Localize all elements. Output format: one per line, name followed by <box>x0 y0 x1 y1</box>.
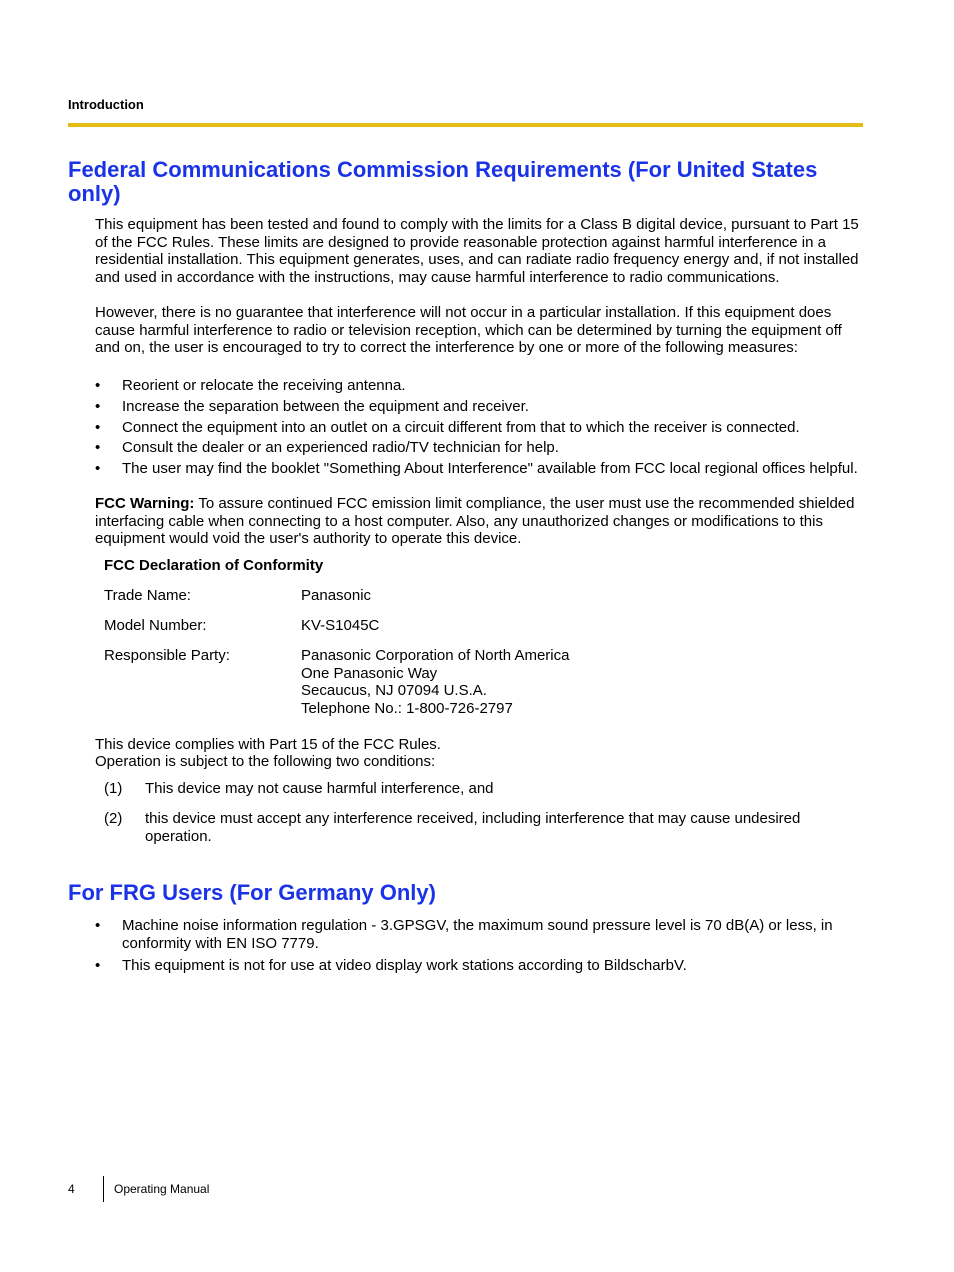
fcc-warning-text: To assure continued FCC emission limit compliance, the user must use the recommended shielded interfacing cable when connecting to a host computer. Also, any unauthorized changes or modifications to this equipment would void the user's authority to operate this device. <box>95 495 855 548</box>
list-item-text: This equipment is not for use at video display work stations according to BildscharbV. <box>122 957 687 974</box>
fcc-paragraph-2: However, there is no guarantee that interference will not occur in a particular installation. If this equipment does cause harmful interference to radio or television reception, which can be determined by turning the equipment off and on, the user is encouraged to try to correct the interference by one or more of the following measures: <box>95 304 842 357</box>
list-item <box>95 419 867 437</box>
compliance-line-1: This device complies with Part 15 of the FCC Rules. <box>95 736 441 753</box>
bullet-icon: • <box>95 439 101 456</box>
footer-divider <box>103 1176 104 1202</box>
list-item <box>95 398 867 416</box>
model-number-value: KV-S1045C <box>301 617 380 634</box>
condition-number: (1) <box>104 780 123 797</box>
condition-text: This device may not cause harmful interference, and <box>145 780 494 797</box>
section-label: Introduction <box>68 97 144 112</box>
fcc-paragraph-1: This equipment has been tested and found to comply with the limits for a Class B digital device, pursuant to Part 15 of the FCC Rules. These limits are designed to provide reasonable protection against harmful interference in a residential installation. This equipment generates, uses, and can radiate radio frequency energy and, if not installed and used in accordance with the instructions, may cause harmful interference to radio communications. <box>95 216 859 286</box>
list-item-text: Connect the equipment into an outlet on a circuit different from that to which the receiver is connected. <box>122 419 800 436</box>
list-item <box>95 917 867 953</box>
list-item-text: Consult the dealer or an experienced radio/TV technician for help. <box>122 439 559 456</box>
bullet-icon: • <box>95 419 101 436</box>
trade-name-label: Trade Name: <box>104 587 191 604</box>
list-item <box>95 439 867 457</box>
model-number-label: Model Number: <box>104 617 207 634</box>
header-rule <box>68 123 863 127</box>
address-line: Secaucus, NJ 07094 U.S.A. <box>301 682 487 700</box>
list-item <box>95 957 867 975</box>
address-line: Telephone No.: 1-800-726-2797 <box>301 699 513 717</box>
responsible-party-value <box>301 647 569 717</box>
declaration-title: FCC Declaration of Conformity <box>104 557 324 574</box>
bullet-icon: • <box>95 917 101 934</box>
condition-number: (2) <box>104 810 123 827</box>
bullet-icon: • <box>95 957 101 974</box>
address-line: One Panasonic Way <box>301 664 438 682</box>
page-number: 4 <box>68 1182 75 1196</box>
bullet-icon: • <box>95 398 101 415</box>
responsible-party-label: Responsible Party: <box>104 647 230 664</box>
condition-text: this device must accept any interference received, including interference that may cause undesired operation. <box>145 810 801 845</box>
list-item <box>95 460 867 496</box>
trade-name-value: Panasonic <box>301 587 372 604</box>
list-item <box>95 377 867 395</box>
list-item-text: Reorient or relocate the receiving antenna. <box>122 377 406 394</box>
footer-title: Operating Manual <box>114 1182 210 1196</box>
compliance-line-2: Operation is subject to the following two conditions: <box>95 753 436 770</box>
fcc-warning-label: FCC Warning: <box>95 495 195 512</box>
list-item-text: Machine noise information regulation - 3.GPSGV, the maximum sound pressure level is 70 dB(A) or less, in conformity with EN ISO 7779. <box>122 917 833 952</box>
fcc-heading: Federal Communications Commission Requirements (For United States only) <box>68 157 818 206</box>
list-item-text: Increase the separation between the equipment and receiver. <box>122 398 529 415</box>
address-line: Panasonic Corporation of North America <box>301 647 570 664</box>
fcc-warning <box>95 495 867 548</box>
list-item-text: The user may find the booklet "Something About Interference" available from FCC local regional offices helpful. <box>122 460 858 477</box>
bullet-icon: • <box>95 377 101 394</box>
bullet-icon: • <box>95 460 101 477</box>
frg-heading: For FRG Users (For Germany Only) <box>68 880 436 905</box>
